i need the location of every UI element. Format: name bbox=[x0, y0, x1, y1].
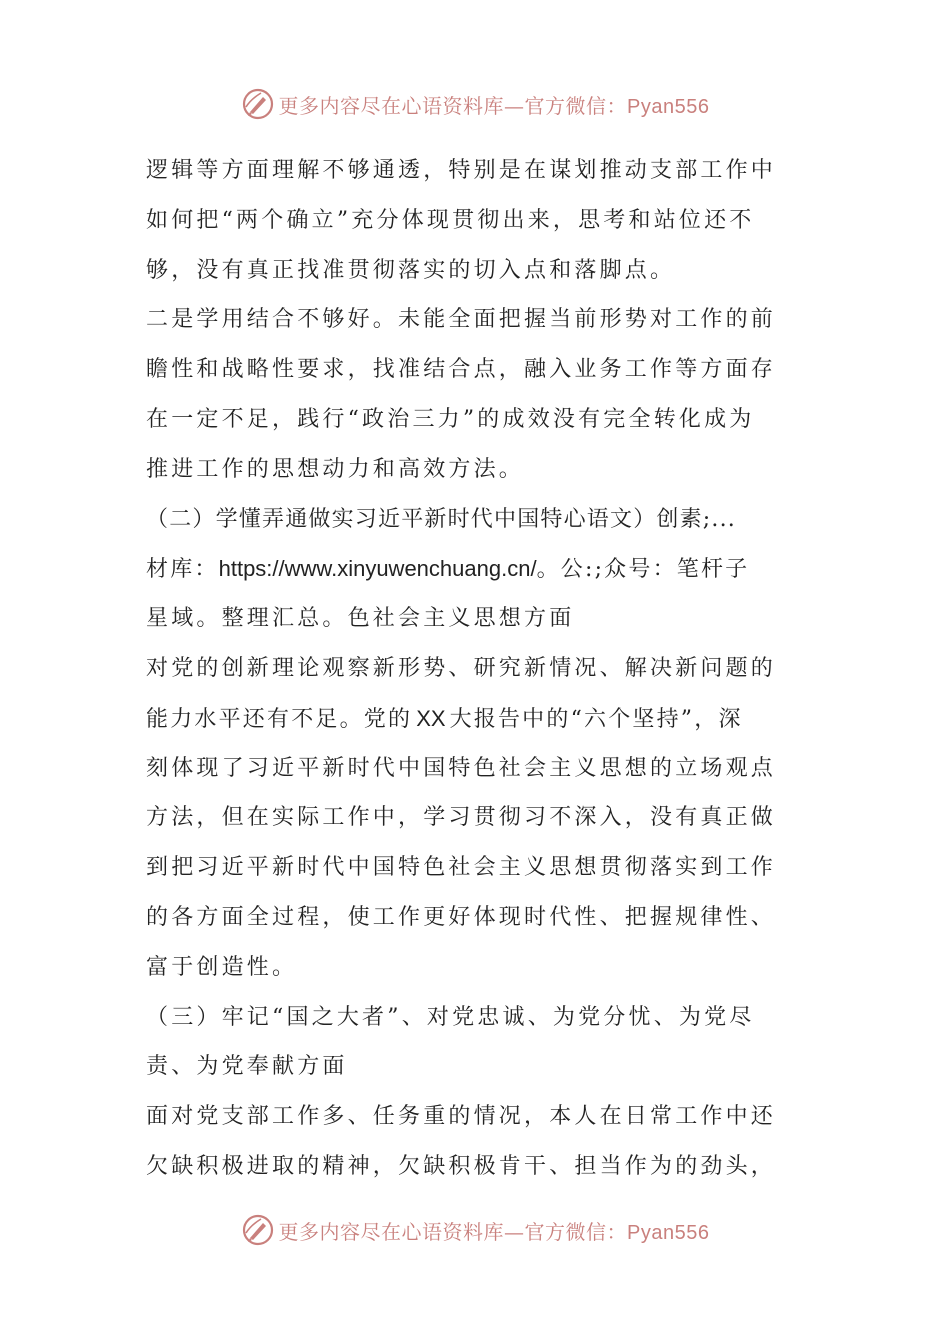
text-line: 刻体现了习近平新时代中国特色社会主义思想的立场观点 bbox=[146, 755, 777, 781]
text-segment: 。公:;众号：笔杆子 bbox=[536, 557, 750, 583]
document-body bbox=[146, 146, 808, 1192]
text-line: 够，没有真正找准贯彻落实的切入点和落脚点。 bbox=[146, 257, 676, 283]
section-heading-line: 责、为党奉献方面 bbox=[146, 1054, 348, 1080]
text-line: 的各方面全过程，使工作更好体现时代性、把握规律性、 bbox=[146, 904, 777, 930]
pen-logo-icon bbox=[241, 1213, 275, 1247]
text-segment: 能力水平还有不足。党的 bbox=[146, 706, 413, 732]
text-segment: 材库： bbox=[146, 557, 219, 583]
wechat-id: Pyan556 bbox=[627, 1221, 710, 1244]
text-line: 方法，但在实际工作中，学习贯彻习不深入，没有真正做 bbox=[146, 805, 777, 831]
banner-text: 更多内容尽在心语资料库—官方微信：Pyan556 bbox=[278, 1219, 710, 1244]
pen-logo-icon bbox=[241, 87, 275, 121]
section-heading-line: （二）学懂弄通做实习近平新时代中国特心语文）创素;... bbox=[146, 506, 736, 532]
text-line-with-url bbox=[146, 544, 808, 594]
text-line: 如何把“两个确立”充分体现贯彻出来，思考和站位还不 bbox=[146, 207, 755, 233]
website-url: https://www.xinyuwenchuang.cn/ bbox=[218, 556, 537, 582]
text-line bbox=[146, 694, 808, 744]
text-segment-latin: XX bbox=[416, 705, 446, 731]
text-line: 推进工作的思想动力和高效方法。 bbox=[146, 456, 525, 482]
footer-banner bbox=[0, 1208, 950, 1252]
wechat-id: Pyan556 bbox=[627, 95, 710, 118]
text-line: 对党的创新理论观察新形势、研究新情况、解决新问题的 bbox=[146, 655, 777, 681]
banner-text: 更多内容尽在心语资料库—官方微信：Pyan556 bbox=[278, 93, 710, 118]
text-line: 面对党支部工作多、任务重的情况，本人在日常工作中还 bbox=[146, 1104, 777, 1130]
text-line: 瞻性和战略性要求，找准结合点，融入业务工作等方面存 bbox=[146, 357, 777, 383]
text-line: 富于创造性。 bbox=[146, 954, 298, 980]
text-segment: 大报告中的“六个坚持”，深 bbox=[449, 706, 743, 732]
section-heading-line: （三）牢记“国之大者”、对党忠诚、为党分忧、为党尽 bbox=[146, 1004, 755, 1030]
header-banner bbox=[0, 82, 950, 126]
text-line: 逻辑等方面理解不够通透，特别是在谋划推动支部工作中 bbox=[146, 158, 777, 183]
text-line: 到把习近平新时代中国特色社会主义思想贯彻落实到工作 bbox=[146, 855, 777, 881]
text-line: 二是学用结合不够好。未能全面把握当前形势对工作的前 bbox=[146, 307, 777, 333]
text-line: 欠缺积极进取的精神，欠缺积极肯干、担当作为的劲头， bbox=[146, 1153, 777, 1179]
text-line: 在一定不足，践行“政治三力”的成效没有完全转化成为 bbox=[146, 406, 755, 432]
section-heading-line: 星域。整理汇总。色社会主义思想方面 bbox=[146, 606, 575, 632]
